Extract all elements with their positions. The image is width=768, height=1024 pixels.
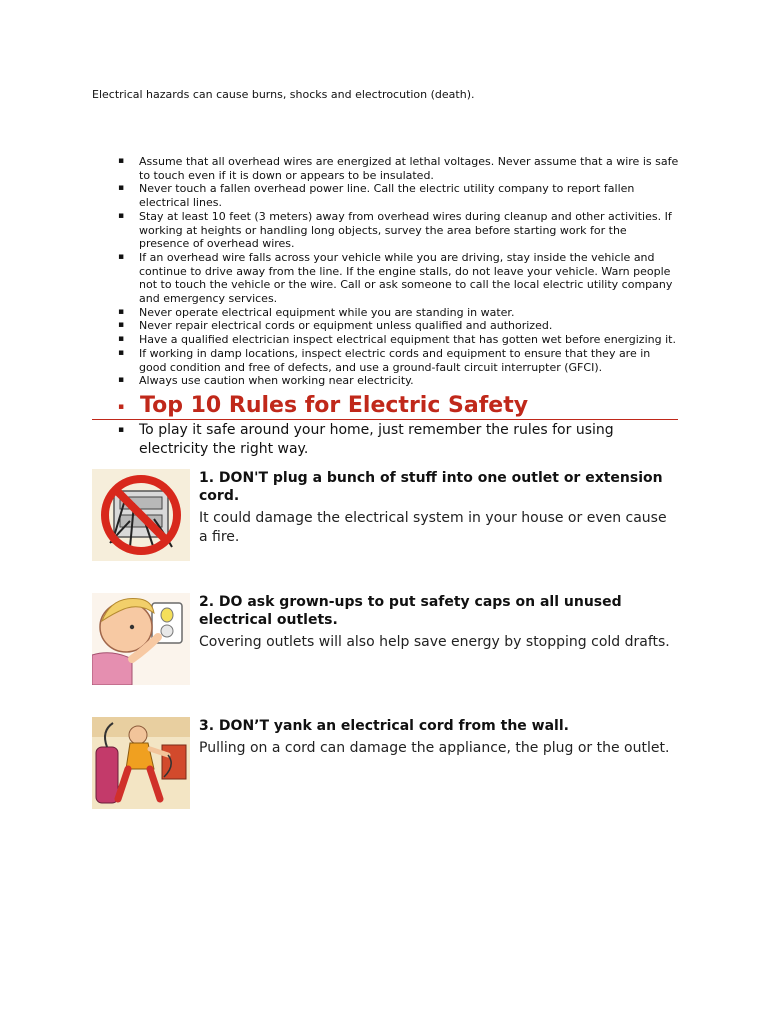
list-item-text: If working in damp locations, inspect electric cords and equipment to ensure that they are in good condition and free of defects, and use a ground-fault circuit interrupter (GFCI). <box>139 346 651 374</box>
heading-divider <box>92 419 678 420</box>
list-item <box>118 374 680 388</box>
bullet-icon: ▪ <box>118 320 125 331</box>
list-item <box>118 347 680 374</box>
bullet-icon: ▪ <box>118 375 125 386</box>
rule-title: 1. DON'T plug a bunch of stuff into one outlet or extension cord. <box>199 470 663 504</box>
child-outlet-icon <box>92 593 190 685</box>
rule-item <box>92 717 682 809</box>
rule-description: Covering outlets will also help save energy by stopping cold drafts. <box>199 634 670 650</box>
list-item <box>118 210 680 251</box>
list-item <box>118 306 680 320</box>
bullet-icon: ▪ <box>118 251 125 262</box>
list-item <box>118 155 680 182</box>
list-item-text: If an overhead wire falls across your vehicle while you are driving, stay inside the vehicle and continue to drive away from the line. If the engine stalls, do not leave your vehicle. Warn people not to touch the vehicle or the wire. Call or ask someone to call the local electric utility company and emergency services. <box>139 250 673 306</box>
bullet-icon: ▪ <box>118 334 125 345</box>
rule-item <box>92 593 682 685</box>
list-item-text: Never repair electrical cords or equipment unless qualified and authorized. <box>139 319 553 333</box>
rules-intro-text: To play it safe around your home, just remember the rules for using electricity the right way. <box>139 422 614 457</box>
bullet-icon: ▪ <box>118 402 125 412</box>
rules-intro <box>118 421 638 459</box>
hazard-list <box>118 155 680 388</box>
yanking-cord-icon <box>92 717 190 809</box>
list-item <box>118 319 680 333</box>
intro-text: Electrical hazards can cause burns, shocks and electrocution (death). <box>92 88 475 101</box>
bullet-icon: ▪ <box>118 425 125 435</box>
rule-description: Pulling on a cord can damage the appliance, the plug or the outlet. <box>199 740 670 756</box>
list-item-text: Stay at least 10 feet (3 meters) away from overhead wires during cleanup and other activities. If working at heights or handling long objects, survey the area before starting work for the presence of overhead wires. <box>139 209 672 251</box>
rule-title: 3. DON’T yank an electrical cord from the wall. <box>199 718 569 734</box>
list-item-text: Never operate electrical equipment while you are standing in water. <box>139 305 515 319</box>
bullet-icon: ▪ <box>118 210 125 221</box>
list-item-text: Assume that all overhead wires are energized at lethal voltages. Never assume that a wire is safe to touch even if it is down or appears to be insulated. <box>139 155 679 182</box>
bullet-icon: ▪ <box>118 347 125 358</box>
bullet-icon: ▪ <box>118 156 125 166</box>
list-item <box>118 182 680 209</box>
list-item <box>118 333 680 347</box>
rule-title: 2. DO ask grown-ups to put safety caps on all unused electrical outlets. <box>199 594 622 628</box>
list-item-text: Never touch a fallen overhead power line. Call the electric utility company to report fallen electrical lines. <box>139 182 635 210</box>
bullet-icon: ▪ <box>118 183 125 194</box>
list-item <box>118 251 680 306</box>
overloaded-outlet-icon <box>92 469 190 561</box>
rule-item <box>92 469 682 561</box>
rule-description: It could damage the electrical system in your house or even cause a fire. <box>199 510 667 545</box>
list-item-text: Always use caution when working near electricity. <box>139 374 414 388</box>
list-item-text: Have a qualified electrician inspect electrical equipment that has gotten wet before energizing it. <box>139 333 676 347</box>
section-heading: Top 10 Rules for Electric Safety <box>140 393 529 418</box>
bullet-icon: ▪ <box>118 306 125 317</box>
